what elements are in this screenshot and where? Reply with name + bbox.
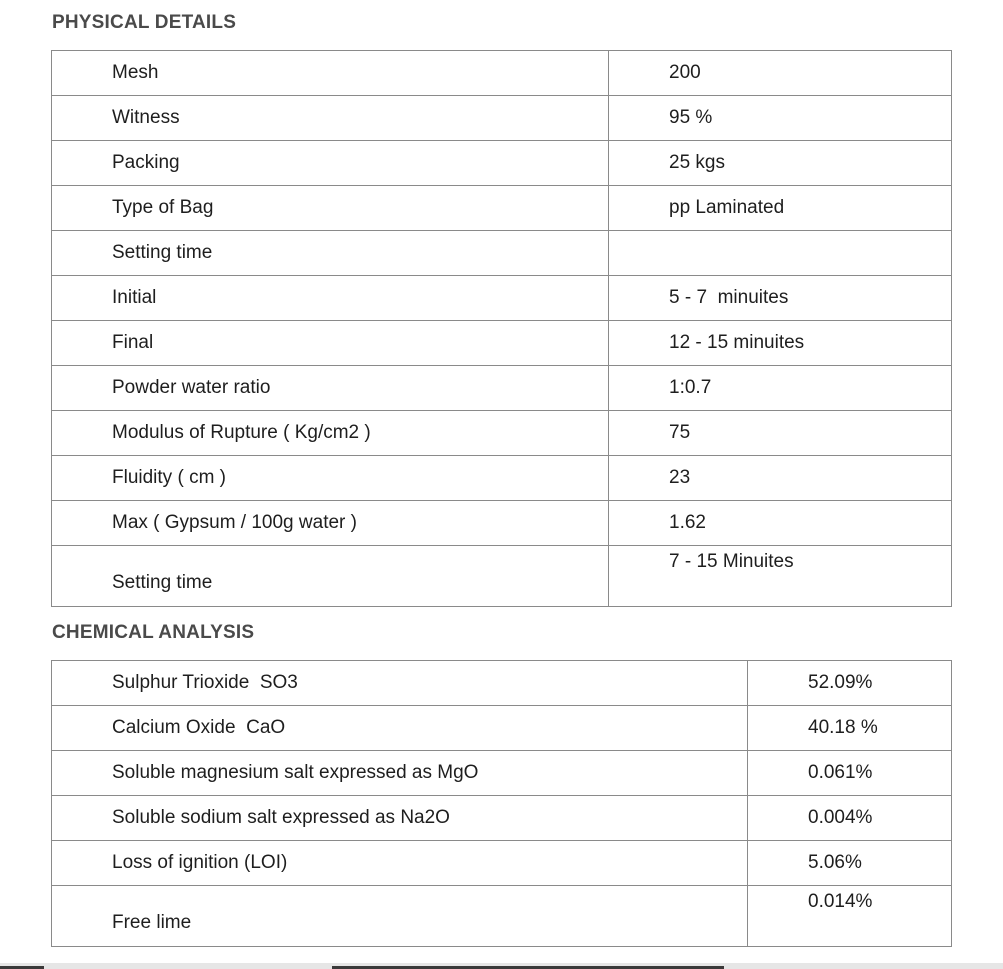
table-row xyxy=(52,186,952,231)
bottom-scrollbar-track[interactable] xyxy=(0,963,1003,969)
row-label: Calcium Oxide CaO xyxy=(52,706,748,751)
row-value: 1.62 xyxy=(609,501,952,546)
row-value: 25 kgs xyxy=(609,141,952,186)
row-label: Sulphur Trioxide SO3 xyxy=(52,661,748,706)
chemical-analysis-heading: CHEMICAL ANALYSIS xyxy=(52,622,255,643)
row-label: Modulus of Rupture ( Kg/cm2 ) xyxy=(52,411,609,456)
row-label: Mesh xyxy=(52,51,609,96)
table-row xyxy=(52,661,952,706)
physical-details-table xyxy=(51,50,952,607)
row-value: 5 - 7 minuites xyxy=(609,276,952,321)
row-value: 40.18 % xyxy=(748,706,952,751)
table-row xyxy=(52,796,952,841)
table-row xyxy=(52,276,952,321)
table-row xyxy=(52,141,952,186)
table-row xyxy=(52,841,952,886)
row-value xyxy=(609,231,952,276)
row-label: Free lime xyxy=(52,886,748,947)
row-label: Soluble sodium salt expressed as Na2O xyxy=(52,796,748,841)
row-value: 7 - 15 Minuites xyxy=(609,546,952,607)
table-row xyxy=(52,456,952,501)
row-value: 200 xyxy=(609,51,952,96)
table-row xyxy=(52,366,952,411)
row-label: Loss of ignition (LOI) xyxy=(52,841,748,886)
table-row xyxy=(52,411,952,456)
table-row xyxy=(52,321,952,366)
row-value: pp Laminated xyxy=(609,186,952,231)
row-label: Soluble magnesium salt expressed as MgO xyxy=(52,751,748,796)
table-row xyxy=(52,51,952,96)
chemical-analysis-table xyxy=(51,660,952,947)
table-row xyxy=(52,96,952,141)
row-label: Fluidity ( cm ) xyxy=(52,456,609,501)
table-row xyxy=(52,751,952,796)
row-value: 75 xyxy=(609,411,952,456)
row-label: Type of Bag xyxy=(52,186,609,231)
row-label: Packing xyxy=(52,141,609,186)
table-row xyxy=(52,886,952,947)
row-value: 95 % xyxy=(609,96,952,141)
row-label: Initial xyxy=(52,276,609,321)
row-value: 23 xyxy=(609,456,952,501)
row-label: Setting time xyxy=(52,546,609,607)
row-value: 0.004% xyxy=(748,796,952,841)
row-value: 52.09% xyxy=(748,661,952,706)
physical-details-heading: PHYSICAL DETAILS xyxy=(52,12,237,33)
row-value: 0.061% xyxy=(748,751,952,796)
row-value: 12 - 15 minuites xyxy=(609,321,952,366)
table-row xyxy=(52,706,952,751)
table-row xyxy=(52,231,952,276)
table-row xyxy=(52,546,952,607)
row-value: 1:0.7 xyxy=(609,366,952,411)
row-value: 5.06% xyxy=(748,841,952,886)
row-label: Witness xyxy=(52,96,609,141)
row-label: Max ( Gypsum / 100g water ) xyxy=(52,501,609,546)
row-label: Powder water ratio xyxy=(52,366,609,411)
table-row xyxy=(52,501,952,546)
row-label: Final xyxy=(52,321,609,366)
row-label: Setting time xyxy=(52,231,609,276)
row-value: 0.014% xyxy=(748,886,952,947)
